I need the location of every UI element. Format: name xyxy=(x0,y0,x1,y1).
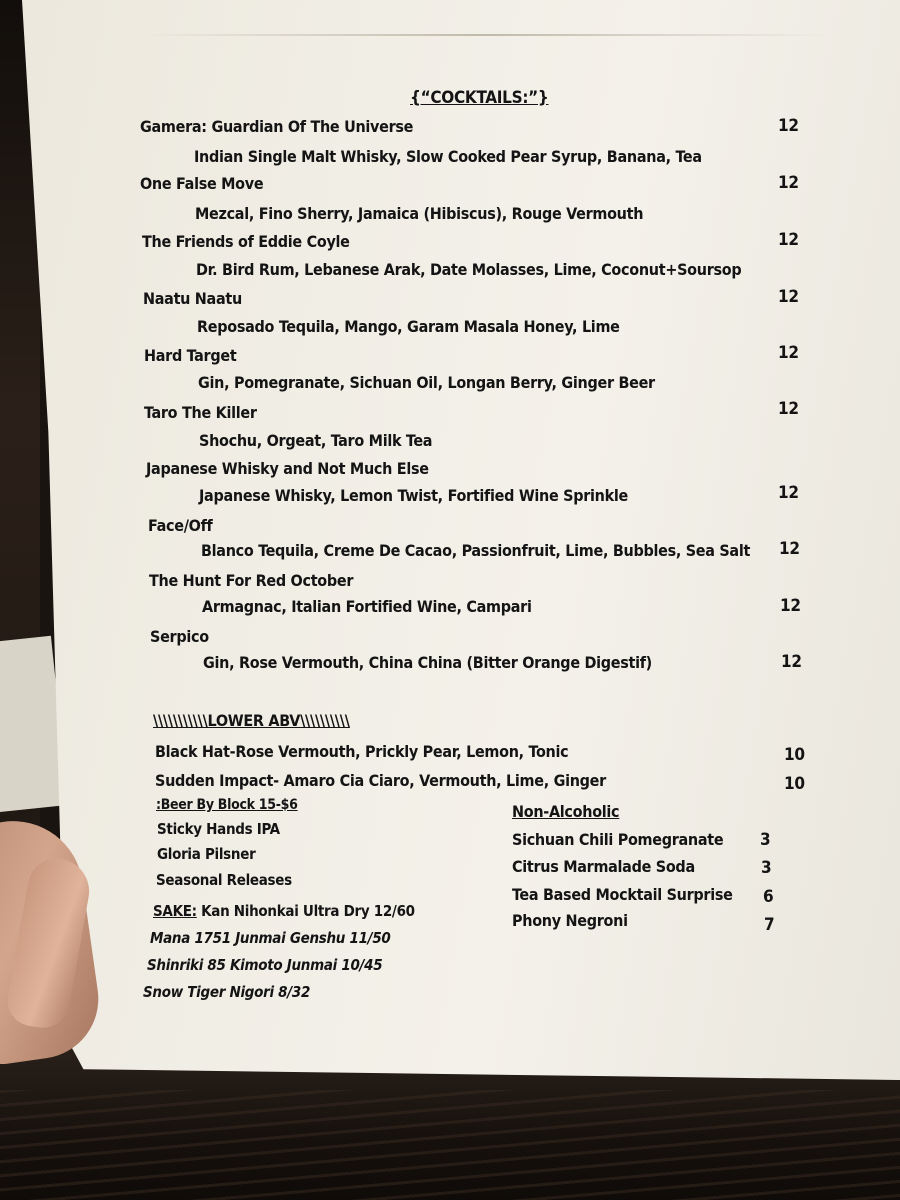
beer-item: Sticky Hands IPA xyxy=(157,820,280,838)
non-alcoholic-price: 7 xyxy=(764,915,775,935)
sake-item: Mana 1751 Junmai Genshu 11/50 xyxy=(150,929,391,947)
cocktail-ingredients: Indian Single Malt Whisky, Slow Cooked Pear Syrup, Banana, Tea xyxy=(194,147,702,166)
cocktail-ingredients: Mezcal, Fino Sherry, Jamaica (Hibiscus), Rouge Vermouth xyxy=(195,204,644,223)
sake-line xyxy=(153,902,415,920)
cocktail-price: 12 xyxy=(778,287,799,307)
lower-abv-item: Black Hat-Rose Vermouth, Prickly Pear, Lemon, Tonic xyxy=(155,742,569,761)
sake-label: SAKE: xyxy=(153,902,197,920)
cocktail-name: Face/Off xyxy=(148,516,213,535)
cocktail-price: 12 xyxy=(779,539,800,559)
non-alcoholic-item: Tea Based Mocktail Surprise xyxy=(512,885,733,904)
non-alcoholic-price: 3 xyxy=(761,858,772,878)
cocktail-ingredients: Gin, Rose Vermouth, China China (Bitter Orange Digestif) xyxy=(203,653,652,672)
cocktail-price: 12 xyxy=(778,399,799,419)
cocktail-name: Taro The Killer xyxy=(144,403,257,422)
cocktail-name: The Friends of Eddie Coyle xyxy=(142,232,350,251)
cocktail-name: Japanese Whisky and Not Much Else xyxy=(146,459,429,478)
cocktail-ingredients: Dr. Bird Rum, Lebanese Arak, Date Molasses, Lime, Coconut+Soursop xyxy=(196,260,742,279)
beer-item: Gloria Pilsner xyxy=(157,845,256,863)
cocktail-ingredients: Reposado Tequila, Mango, Garam Masala Honey, Lime xyxy=(197,317,620,336)
cocktail-name: Serpico xyxy=(150,627,209,646)
lower-abv-price: 10 xyxy=(784,745,805,765)
cocktail-name: Hard Target xyxy=(144,346,237,365)
cocktail-ingredients: Blanco Tequila, Creme De Cacao, Passionfruit, Lime, Bubbles, Sea Salt xyxy=(201,541,751,560)
cocktail-price: 12 xyxy=(781,652,802,672)
cocktail-ingredients: Japanese Whisky, Lemon Twist, Fortified Wine Sprinkle xyxy=(199,486,628,505)
non-alcoholic-price: 6 xyxy=(763,887,774,907)
non-alcoholic-item: Sichuan Chili Pomegranate xyxy=(512,830,724,849)
cocktail-price: 12 xyxy=(780,596,801,616)
cocktail-price: 12 xyxy=(778,230,799,250)
cocktail-name: Naatu Naatu xyxy=(143,289,242,308)
cocktail-name: One False Move xyxy=(140,174,264,193)
sake-item: Shinriki 85 Kimoto Junmai 10/45 xyxy=(147,956,383,974)
cocktail-price: 12 xyxy=(778,483,799,503)
cocktail-price: 12 xyxy=(778,343,799,363)
sake-item: Kan Nihonkai Ultra Dry 12/60 xyxy=(196,902,415,920)
cocktail-price: 12 xyxy=(778,116,799,136)
cocktail-ingredients: Shochu, Orgeat, Taro Milk Tea xyxy=(199,431,433,450)
lower-abv-price: 10 xyxy=(784,774,805,794)
beer-heading: :Beer By Block 15-$6 xyxy=(156,797,298,813)
sake-item: Snow Tiger Nigori 8/32 xyxy=(143,983,311,1001)
cocktail-ingredients: Gin, Pomegranate, Sichuan Oil, Longan Berry, Ginger Beer xyxy=(198,373,655,392)
non-alcoholic-heading: Non-Alcoholic xyxy=(512,802,620,821)
lower-abv-item: Sudden Impact- Amaro Cia Ciaro, Vermouth, Lime, Ginger xyxy=(155,771,606,790)
cocktails-heading: {“COCKTAILS:”} xyxy=(410,88,549,108)
lower-abv-heading: \\\\\\\\\\\LOWER ABV\\\\\\\\\\ xyxy=(153,711,350,730)
cocktail-price: 12 xyxy=(778,173,799,193)
cocktail-name: The Hunt For Red October xyxy=(149,571,354,590)
non-alcoholic-item: Citrus Marmalade Soda xyxy=(512,857,695,876)
non-alcoholic-item: Phony Negroni xyxy=(512,911,628,930)
cocktail-name: Gamera: Guardian Of The Universe xyxy=(140,117,414,136)
beer-item: Seasonal Releases xyxy=(156,871,292,889)
cocktail-ingredients: Armagnac, Italian Fortified Wine, Campari xyxy=(202,597,532,616)
non-alcoholic-price: 3 xyxy=(760,830,771,850)
